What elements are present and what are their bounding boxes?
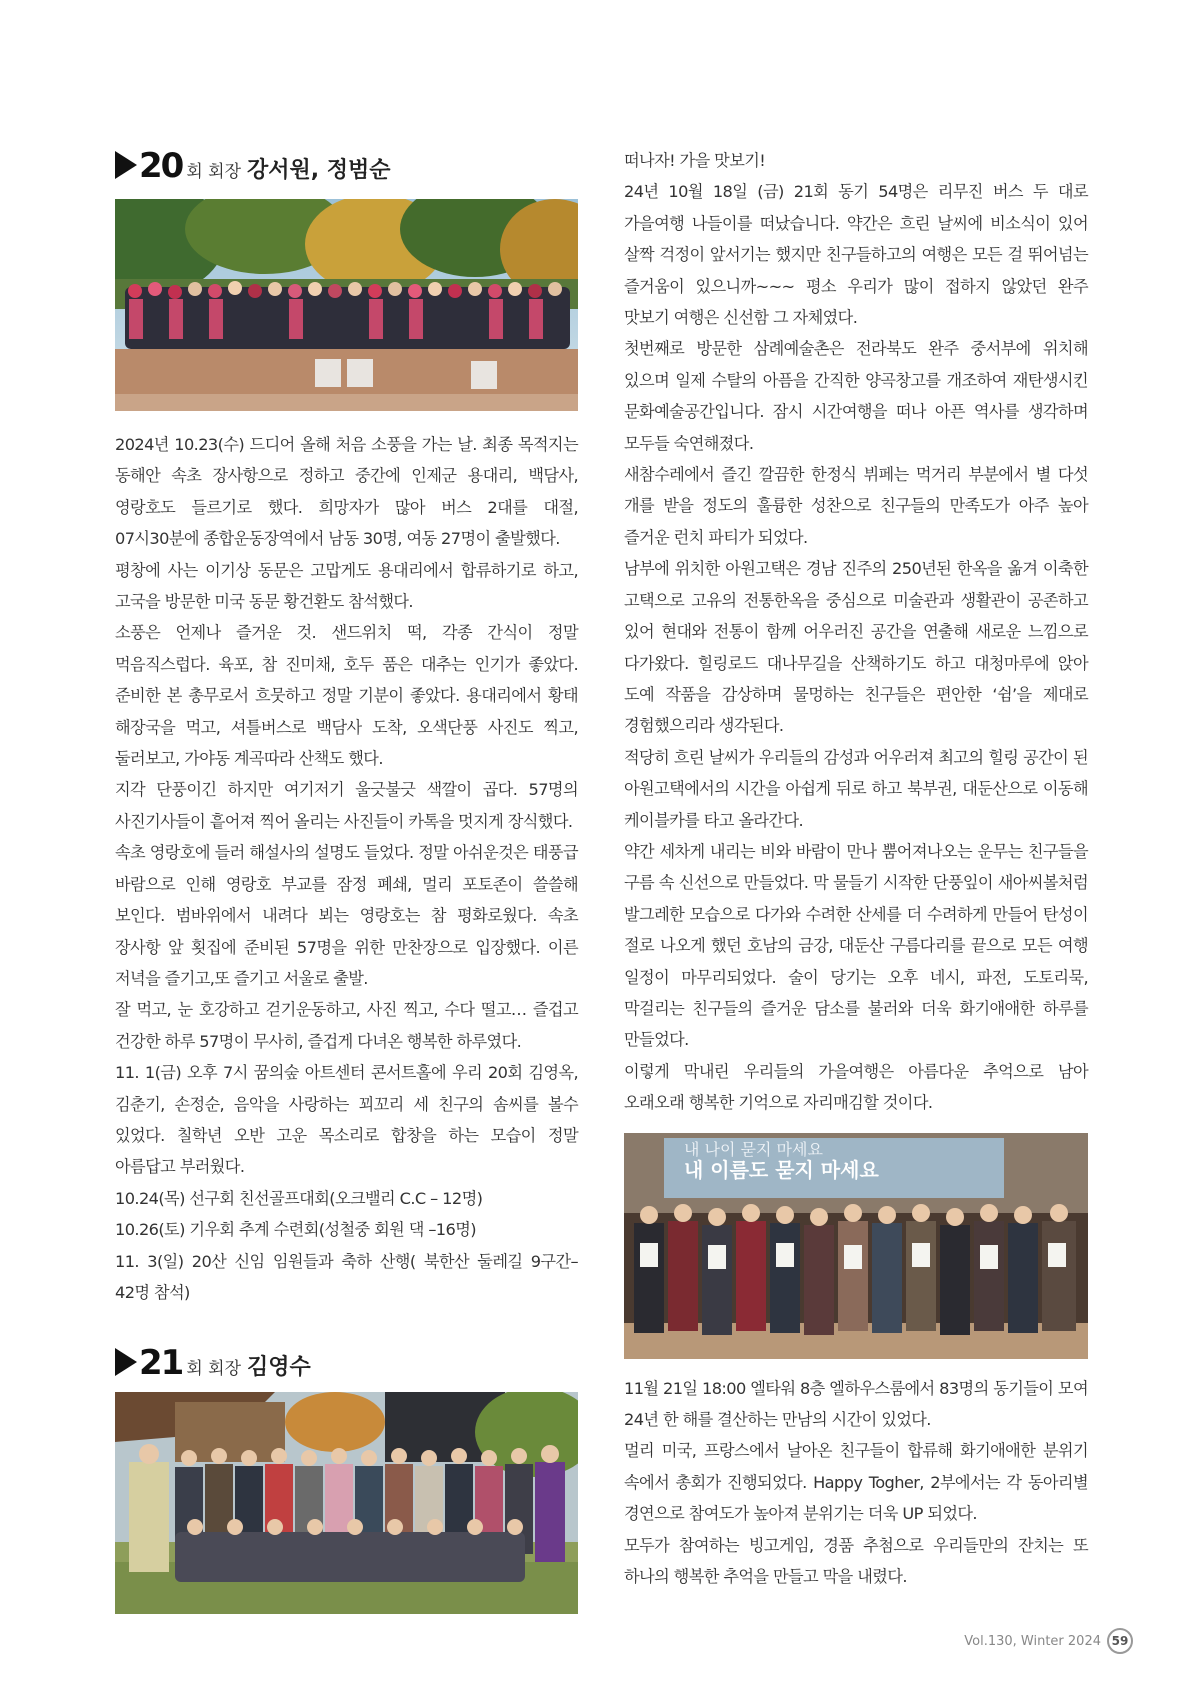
issue-label: Vol.130, Winter 2024 <box>964 1633 1101 1649</box>
event-item: 11. 3(일) 20산 신임 임원들과 축하 산행( 북한산 둘레길 9구간– 42명 참석) <box>115 1251 578 1302</box>
paragraph: 2024년 10.23(수) 드디어 올해 처음 소풍을 가는 날. 최종 목적지는 동해안 속초 장사항으로 정하고 중간에 인제군 용대리, 백담사, 영랑호도 들르기로 했다. 희망자가 많아 버스 2대를 대절, 07시30분에 종합운동장역에서 남동 30명, 여동 27명이 출발했다. <box>115 435 578 549</box>
paragraph: 남부에 위치한 아원고택은 경남 진주의 250년된 한옥을 옮겨 이축한 고택으로 고유의 전통한옥을 중심으로 미술관과 생활관이 공존하고 있어 현대와 전통이 함께 어우러진 공간을 연출해 새로운 느낌으로 다가왔다. 힐링로드 대나무길을 산책하기도 하고 대청마루에 앉아 도예 작품을 감상하며 물멍하는 친구들은 편안한 ‘쉼’을 제대로 경험했으리라 생각된다. <box>624 559 1088 736</box>
paragraph: 멀리 미국, 프랑스에서 날아온 친구들이 합류해 화기애애한 분위기 속에서 총회가 진행되었다. Happy Togher, 2부에서는 각 동아리별 경연으로 참여도가 높아져 분위기는 더욱 UP 되었다. <box>624 1441 1088 1524</box>
event-item: 10.24(목) 선구회 친선골프대회(오크밸리 C.C – 12명) <box>115 1188 483 1208</box>
section-21-heading <box>115 1342 578 1384</box>
paragraph: 속초 영랑호에 들러 해설사의 설명도 들었다. 정말 아쉬운것은 태풍급 바람으로 인해 영랑호 부교를 잠정 폐쇄, 멀리 포토존이 쓸쓸해 보인다. 범바위에서 내려다 뵈는 영랑호는 참 평화로웠다. 속초 장사항 앞 횟집에 준비된 57명을 위한 만찬장으로 입장했다. 이른 저녁을 즐기고,또 즐기고 서울로 출발. <box>115 843 578 988</box>
section-20-body <box>115 429 578 1308</box>
triangle-arrow-icon <box>115 151 137 179</box>
role-label: 회 회장 <box>186 162 241 182</box>
paragraph: 약간 세차게 내리는 비와 바람이 만나 뿜어져나오는 운무는 친구들을 구름 속 신선으로 만들었다. 막 물들기 시작한 단풍잎이 새아씨볼처럼 발그레한 모습으로 다가와 수려한 산세를 더 수려하게 만들어 탄성이 절로 나오게 했던 호남의 금강, 대둔산 구름다리를 끝으로 모든 여행 일정이 마무리되었다. 술이 당기는 오후 네시, 파전, 도토리묵, 막걸리는 친구들의 즐거운 담소를 불러와 더욱 화기애애한 하루를 만들었다. <box>624 841 1088 1050</box>
president-names: 김영수 <box>247 1355 311 1381</box>
paragraph: 11월 21일 18:00 엘타워 8층 엘하우스룸에서 83명의 동기들이 모여 24년 한 해를 결산하는 만남의 시간이 있었다. <box>624 1378 1088 1429</box>
paragraph: 24년 10월 18일 (금) 21회 동기 54명은 리무진 버스 두 대로 가을여행 나들이를 떠났습니다. 약간은 흐린 날씨에 비소식이 있어 살짝 걱정이 앞서기는 했지만 친구들하고의 여행은 모든 걸 뛰어넘는 즐거움이 있으니까~~~ 평소 우리가 많이 접하지 않았던 완주 맛보기 여행은 신선함 그 자체였다. <box>624 182 1088 328</box>
page-number: 59 <box>1107 1628 1133 1654</box>
event-item: 10.26(토) 기우회 추계 수련회(성철중 회원 댁 –16명) <box>115 1220 476 1240</box>
group-photo-autumn-trip <box>115 199 578 411</box>
left-column <box>115 145 578 1614</box>
right-column <box>624 145 1088 1592</box>
role-label: 회 회장 <box>186 1359 241 1380</box>
year-end-meeting-text <box>624 1373 1088 1593</box>
paragraph: 지각 단풍이긴 하지만 여기저기 울긋불긋 색깔이 곱다. 57명의 사진기사들이 흩어져 찍어 올리는 사진들이 카톡을 멋지게 장식했다. <box>115 780 578 831</box>
group-photo-wanju-trip <box>115 1392 578 1614</box>
paragraph: 이렇게 막내린 우리들의 가을여행은 아름다운 추억으로 남아 오래오래 행복한 기억으로 자리매김할 것이다. <box>624 1061 1088 1113</box>
page-footer <box>964 1628 1133 1654</box>
paragraph: 떠나자! 가을 맛보기! <box>624 151 766 170</box>
class-number: 21 <box>139 1343 183 1384</box>
paragraph: 모두가 참여하는 빙고게임, 경품 추첨으로 우리들만의 잔치는 또 하나의 행복한 추억을 만들고 막을 내렸다. <box>624 1535 1088 1587</box>
paragraph: 새참수레에서 즐긴 깔끔한 한정식 뷔페는 먹거리 부분에서 별 다섯 개를 받을 정도의 훌륭한 성찬으로 친구들의 만족도가 아주 높아 즐거운 런치 파티가 되었다. <box>624 465 1088 547</box>
class-number: 20 <box>139 146 183 186</box>
paragraph: 적당히 흐린 날씨가 우리들의 감성과 어우러져 최고의 힐링 공간이 된 아원고택에서의 시간을 아쉽게 뒤로 하고 북부권, 대둔산으로 이동해 케이블카를 타고 올라간다. <box>624 747 1088 830</box>
paragraph: 첫번째로 방문한 삼례예술촌은 전라북도 완주 중서부에 위치해 있으며 일제 수탈의 아픔을 간직한 양곡창고를 개조하여 재탄생시킨 문화예술공간입니다. 잠시 시간여행을 떠나 아픈 역사를 생각하며 모두들 숙연해졌다. <box>624 339 1088 453</box>
paragraph: 평창에 사는 이기상 동문은 고맙게도 용대리에서 합류하기로 하고, 고국을 방문한 미국 동문 황건환도 참석했다. <box>115 560 578 612</box>
banner-text-line-2: 내 이름도 묻지 마세요 <box>684 1157 879 1182</box>
section-20-heading <box>115 145 578 187</box>
banner-text-line-1: 내 나이 묻지 마세요 <box>684 1139 823 1159</box>
triangle-arrow-icon <box>115 1348 137 1376</box>
paragraph: 잘 먹고, 눈 호강하고 걷기운동하고, 사진 찍고, 수다 떨고… 즐겁고 건강한 하루 57명이 무사히, 즐겁게 다녀온 행복한 하루였다. <box>115 1000 578 1051</box>
choir-performance-photo <box>624 1133 1088 1359</box>
president-names: 강서원, 정범순 <box>247 158 391 183</box>
section-21-body <box>624 145 1088 1119</box>
paragraph: 11. 1(금) 오후 7시 꿈의숲 아트센터 콘서트홀에 우리 20회 김영옥, 김춘기, 손정순, 음악을 사랑하는 꾀꼬리 세 친구의 솜씨를 볼수 있었다. 칠학년 오반 고운 목소리로 합창을 하는 모습이 정말 아름답고 부러웠다. <box>115 1063 578 1177</box>
paragraph: 소풍은 언제나 즐거운 것. 샌드위치 떡, 각종 간식이 정말 먹음직스럽다. 육포, 참 진미채, 호두 품은 대추는 인기가 좋았다. 준비한 본 총무로서 흐뭇하고 정말 기분이 좋았다. 용대리에서 황태 해장국을 먹고, 셔틀버스로 백담사 도착, 오색단풍 사진도 찍고, 둘러보고, 가야동 계곡따라 산책도 했다. <box>115 623 578 769</box>
